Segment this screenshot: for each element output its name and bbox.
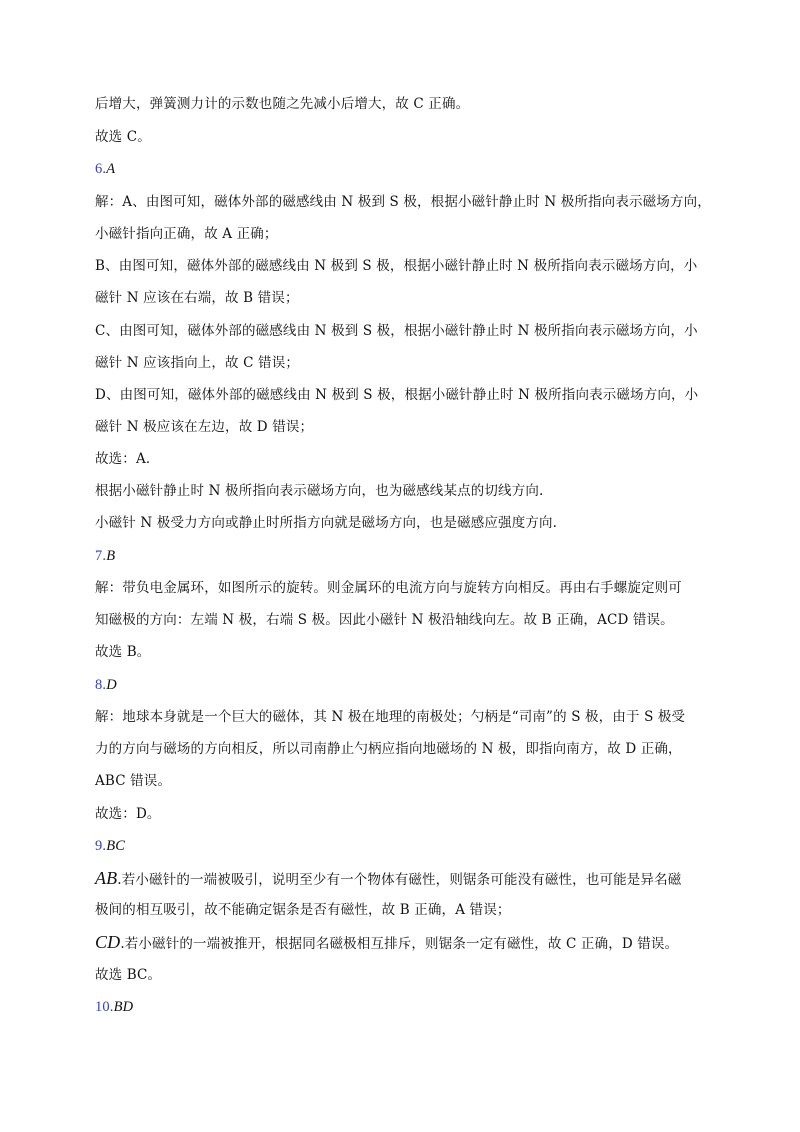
- text-line: 故选 B。: [95, 644, 151, 660]
- question-6-heading: [95, 160, 735, 178]
- text-line: 故选 BC。: [95, 967, 162, 983]
- text-line: [95, 933, 735, 953]
- question-8-heading: [95, 676, 735, 694]
- text-line: 磁针 N 极应该在左边，故 D 错误；: [95, 419, 314, 435]
- option-text: .若小磁针的一端被吸引，说明至少有一个物体有磁性，则锯条可能没有磁性，也可能是异名磁: [117, 872, 682, 888]
- option-text: .若小磁针的一端被推开，根据同名磁极相互排斥，则锯条一定有磁性，故 C 正确，D 错误。: [120, 936, 679, 952]
- text-line: 后增大，弹簧测力计的示数也随之先减小后增大，故 C 正确。: [95, 96, 470, 112]
- text-line: 磁针 N 应该在右端，故 B 错误；: [95, 290, 299, 306]
- text-line: D、由图可知，磁体外部的磁感线由 N 极到 S 极，根据小磁针静止时 N 极所指向表示磁场方向，小: [95, 387, 699, 403]
- text-line: 解：地球本身就是一个巨大的磁体，其 N 极在地理的南极处；勺柄是“司南”的 S 极，由于 S 极受: [95, 709, 686, 725]
- text-line: C、由图可知，磁体外部的磁感线由 N 极到 S 极，根据小磁针静止时 N 极所指向表示磁场方向，小: [95, 323, 698, 339]
- text-line: 解：带负电金属环，如图所示的旋转。则金属环的电流方向与旋转方向相反。再由右手螺旋定则可: [95, 580, 682, 596]
- text-line: 根据小磁针静止时 N 极所指向表示磁场方向，也为磁感线某点的切线方向.: [95, 483, 544, 499]
- text-line: ABC 错误。: [95, 773, 172, 789]
- text-line: 故选：D。: [95, 806, 161, 822]
- text-line: 极间的相互吸引，故不能确定锯条是否有磁性，故 B 正确，A 错误；: [95, 902, 511, 918]
- question-answer: BC: [106, 838, 126, 854]
- text-line: 故选：A．: [95, 451, 160, 467]
- text-line: 力的方向与磁场的方向相反，所以司南静止勺柄应指向地磁场的 N 极，即指向南方，故 D 正确，: [95, 741, 682, 757]
- question-number: 8.: [95, 677, 107, 693]
- option-label-cd: CD: [95, 932, 121, 952]
- question-number: 10.: [95, 999, 114, 1015]
- question-answer: A: [106, 161, 116, 177]
- text-line: 磁针 N 应该指向上，故 C 错误；: [95, 355, 300, 371]
- option-label-ab: AB: [95, 868, 118, 888]
- text-line: 故选 C。: [95, 129, 151, 145]
- text-line: 解：A、由图可知，磁体外部的磁感线由 N 极到 S 极，根据小磁针静止时 N 极所指向表示磁场方向，: [95, 194, 711, 210]
- text-line: 知磁极的方向：左端 N 极，右端 S 极。因此小磁针 N 极沿轴线向左。故 B 正确，ACD 错误。: [95, 612, 674, 628]
- question-answer: D: [106, 677, 117, 693]
- question-number: 7.: [95, 548, 107, 564]
- text-line: [95, 869, 735, 889]
- question-7-heading: [95, 547, 735, 565]
- text-line: 小磁针 N 极受力方向或静止时所指方向就是磁场方向，也是磁感应强度方向.: [95, 515, 558, 531]
- question-9-heading: [95, 837, 735, 855]
- question-number: 9.: [95, 838, 107, 854]
- question-number: 6.: [95, 161, 107, 177]
- question-answer: B: [106, 548, 116, 564]
- text-line: B、由图可知，磁体外部的磁感线由 N 极到 S 极，根据小磁针静止时 N 极所指向表示磁场方向，小: [95, 258, 698, 274]
- question-answer: BD: [113, 999, 134, 1015]
- text-line: 小磁针指向正确，故 A 正确；: [95, 226, 278, 242]
- question-10-heading: [95, 998, 735, 1016]
